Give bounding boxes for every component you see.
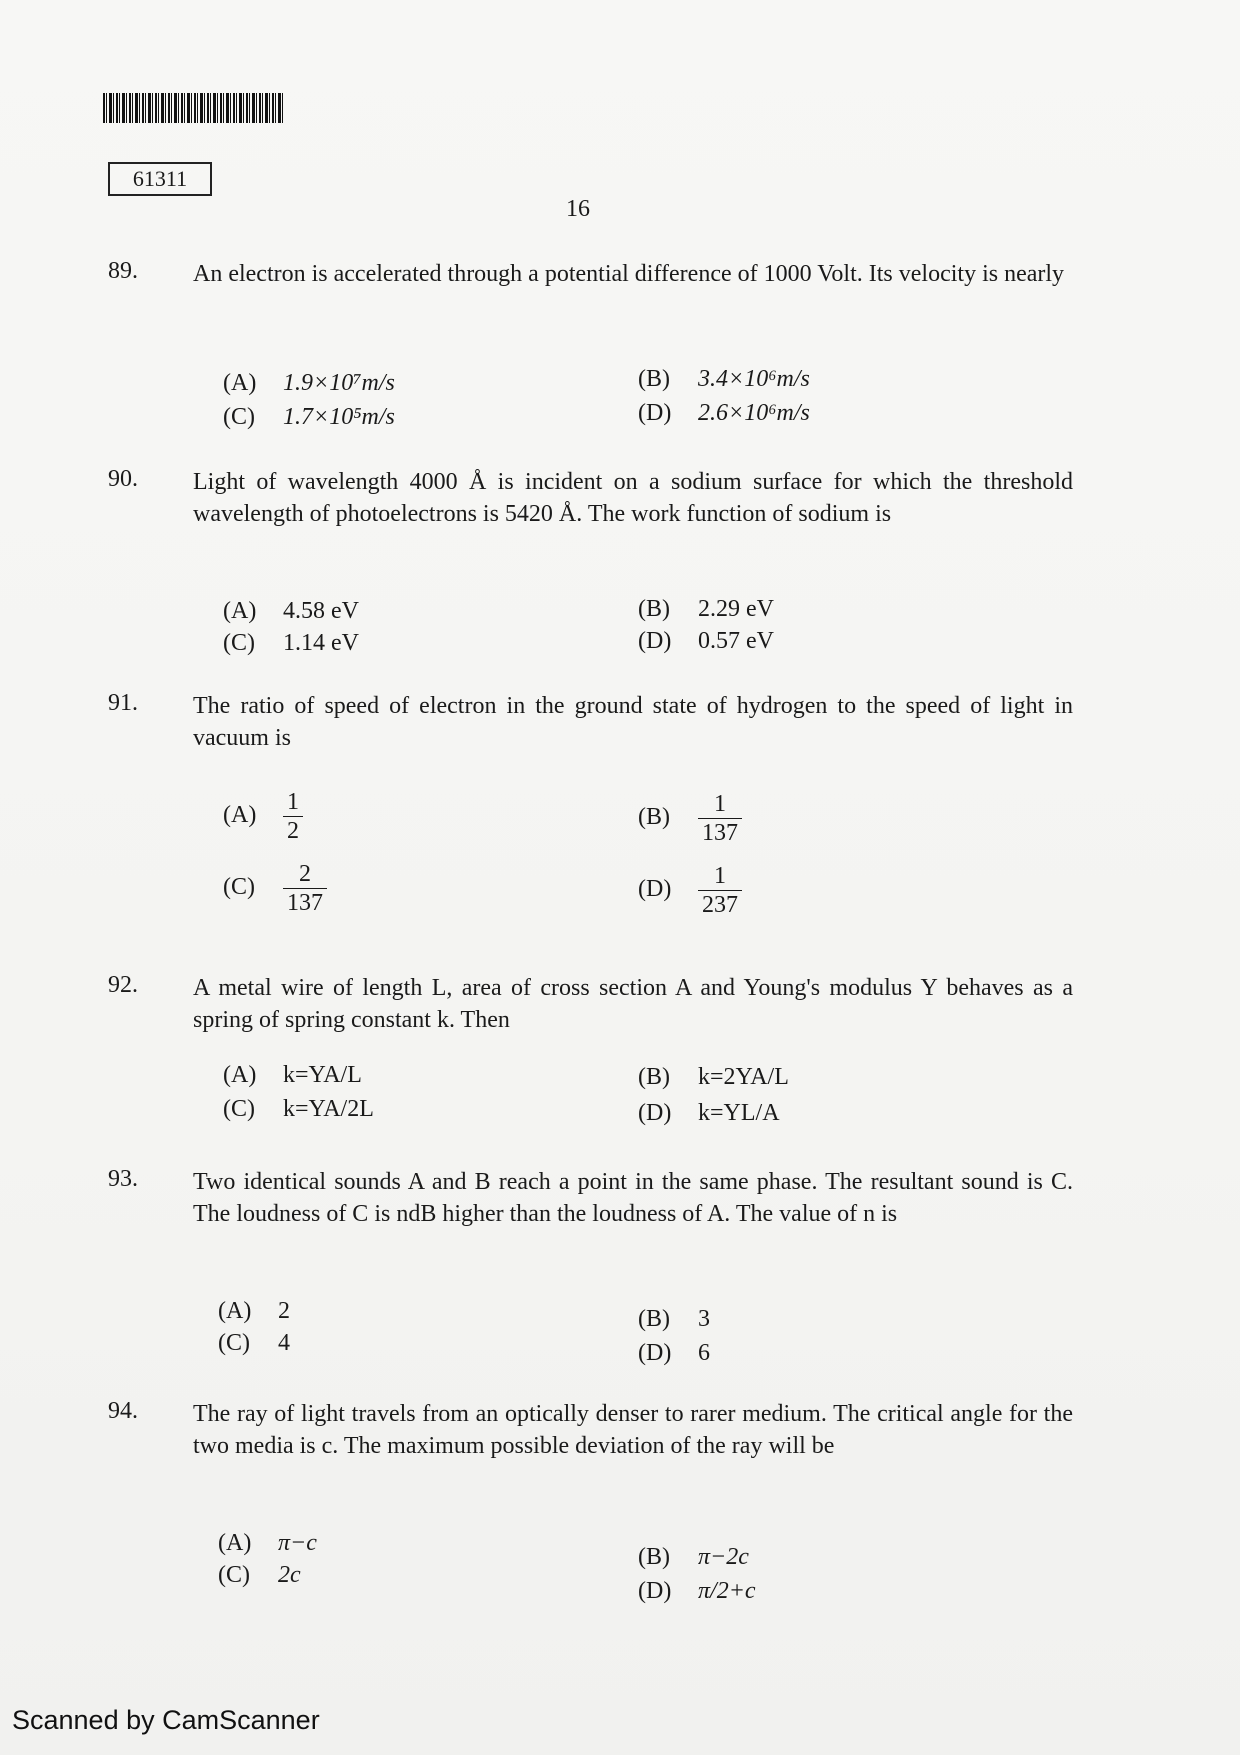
option-value: 2 bbox=[278, 1298, 290, 1324]
option-c bbox=[223, 1096, 374, 1123]
option-value: π−2c bbox=[698, 1544, 749, 1570]
option-label: (D) bbox=[638, 1578, 672, 1604]
option-b bbox=[638, 596, 774, 623]
numerator: 1 bbox=[698, 862, 742, 891]
fraction bbox=[698, 862, 742, 919]
question-text: The ratio of speed of electron in the ground state of hydrogen to the speed of light in vacuum is bbox=[193, 693, 1073, 751]
option-value: 2.6×10⁶m/s bbox=[698, 400, 810, 426]
option-label: (B) bbox=[638, 1306, 670, 1332]
option-label: (A) bbox=[218, 1298, 252, 1324]
option-a bbox=[223, 370, 395, 397]
option-label: (D) bbox=[638, 1100, 672, 1126]
paper-code-box: 61311 bbox=[108, 162, 212, 196]
question-number: 94. bbox=[108, 1398, 138, 1424]
option-value: 1.14 eV bbox=[283, 630, 359, 656]
question-text: Light of wavelength 4000 Å is incident on a sodium surface for which the threshold wavelength of photoelectrons is 5420 Å. The work function of sodium is bbox=[193, 469, 1073, 527]
option-value: 3.4×10⁶m/s bbox=[698, 366, 810, 392]
option-label: (B) bbox=[638, 366, 670, 392]
option-c bbox=[223, 630, 359, 657]
question-text: The ray of light travels from an optically denser to rarer medium. The critical angle for the two media is c. The maximum possible deviation of the ray will be bbox=[193, 1401, 1073, 1459]
option-value: k=YL/A bbox=[698, 1100, 780, 1126]
option-label: (D) bbox=[638, 1340, 672, 1366]
option-c bbox=[218, 1562, 301, 1589]
option-d bbox=[638, 628, 774, 655]
scanner-footer: Scanned by CamScanner bbox=[12, 1705, 320, 1735]
option-a bbox=[218, 1298, 290, 1325]
option-label: (A) bbox=[223, 370, 257, 396]
question-number: 90. bbox=[108, 466, 138, 492]
option-label: (D) bbox=[638, 628, 672, 654]
option-value: 4 bbox=[278, 1330, 290, 1356]
question-text: An electron is accelerated through a potential difference of 1000 Volt. Its velocity is nearly bbox=[193, 261, 1065, 287]
fraction bbox=[283, 860, 327, 917]
option-label: (D) bbox=[638, 400, 672, 426]
option-value: 3 bbox=[698, 1306, 710, 1332]
page-number: 16 bbox=[566, 196, 590, 222]
question-text: A metal wire of length L, area of cross section A and Young's modulus Y behaves as a spring of spring constant k. Then bbox=[193, 975, 1073, 1033]
option-label: (B) bbox=[638, 1544, 670, 1570]
option-a bbox=[223, 598, 359, 625]
question-number: 92. bbox=[108, 972, 138, 998]
option-label: (D) bbox=[638, 876, 672, 903]
question-text: Two identical sounds A and B reach a point in the same phase. The resultant sound is C. The loudness of C is ndB higher than the loudness of A. The value of n is bbox=[193, 1169, 1073, 1227]
option-a bbox=[223, 1062, 362, 1089]
option-label: (B) bbox=[638, 804, 670, 831]
option-label: (B) bbox=[638, 1064, 670, 1090]
option-value: 0.57 eV bbox=[698, 628, 774, 654]
denominator: 137 bbox=[702, 820, 738, 846]
option-value: 2.29 eV bbox=[698, 596, 774, 622]
option-a bbox=[218, 1530, 317, 1557]
question-number: 93. bbox=[108, 1166, 138, 1192]
numerator: 1 bbox=[698, 790, 742, 819]
option-c bbox=[218, 1330, 290, 1357]
option-b bbox=[638, 790, 742, 847]
numerator: 1 bbox=[283, 788, 303, 817]
denominator: 237 bbox=[702, 892, 738, 918]
option-label: (C) bbox=[223, 1096, 255, 1122]
option-d bbox=[638, 1578, 756, 1605]
option-label: (C) bbox=[223, 404, 255, 430]
option-b bbox=[638, 1064, 789, 1091]
option-b bbox=[638, 1544, 749, 1571]
option-value: π/2+c bbox=[698, 1578, 756, 1604]
option-value: 1.9×10⁷m/s bbox=[283, 370, 395, 396]
option-label: (B) bbox=[638, 596, 670, 622]
option-value: k=YA/2L bbox=[283, 1096, 374, 1122]
fraction bbox=[698, 790, 742, 847]
option-label: (C) bbox=[218, 1562, 250, 1588]
option-c bbox=[223, 860, 327, 917]
option-b bbox=[638, 1306, 710, 1333]
option-b bbox=[638, 366, 810, 393]
option-label: (C) bbox=[223, 874, 255, 901]
option-d bbox=[638, 400, 810, 427]
option-label: (A) bbox=[223, 1062, 257, 1088]
option-d bbox=[638, 1100, 780, 1127]
option-label: (A) bbox=[223, 802, 257, 829]
option-value: π−c bbox=[278, 1530, 317, 1556]
option-value: 6 bbox=[698, 1340, 710, 1366]
option-d bbox=[638, 1340, 710, 1367]
barcode bbox=[103, 93, 283, 123]
option-a bbox=[223, 788, 303, 845]
option-value: 1.7×10⁵m/s bbox=[283, 404, 395, 430]
option-value: 2c bbox=[278, 1562, 301, 1588]
denominator: 137 bbox=[287, 890, 323, 916]
option-value: k=2YA/L bbox=[698, 1064, 789, 1090]
numerator: 2 bbox=[283, 860, 327, 889]
option-d bbox=[638, 862, 742, 919]
question-number: 89. bbox=[108, 258, 138, 284]
option-value: 4.58 eV bbox=[283, 598, 359, 624]
denominator: 2 bbox=[287, 818, 299, 844]
option-label: (A) bbox=[223, 598, 257, 624]
question-number: 91. bbox=[108, 690, 138, 716]
option-label: (C) bbox=[223, 630, 255, 656]
option-c bbox=[223, 404, 395, 431]
option-value: k=YA/L bbox=[283, 1062, 362, 1088]
fraction bbox=[283, 788, 303, 845]
option-label: (C) bbox=[218, 1330, 250, 1356]
option-label: (A) bbox=[218, 1530, 252, 1556]
